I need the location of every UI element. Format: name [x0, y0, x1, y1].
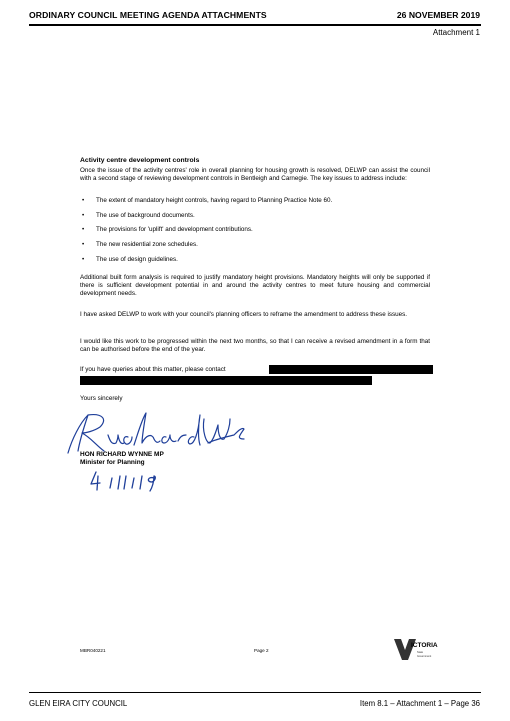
list-item: • The new residential zone schedules. — [80, 241, 430, 256]
footer-council-name: GLEN EIRA CITY COUNCIL — [29, 699, 128, 708]
victoria-state-government-logo — [394, 638, 438, 662]
timeline-paragraph: I would like this work to be progressed within the next two months, so that I can receive a revised amendment in a form that can be authorised before the end of the year. — [80, 338, 430, 354]
delwp-paragraph: I have asked DELWP to work with your council's planning officers to reframe the amendment to address these issues. — [80, 311, 408, 318]
list-item: • The provisions for 'uplift' and development contributions. — [80, 226, 430, 241]
header-divider — [29, 24, 481, 26]
redaction-bar — [269, 365, 433, 374]
closing-line: Yours sincerely — [80, 395, 123, 402]
list-item: • The use of design guidelines. — [80, 256, 430, 271]
intro-paragraph: Once the issue of the activity centres' role in overall planning for housing growth is resolved, DELWP can assist the council with a second stage of reviewing development controls in Bentleigh and Carnegie. The key issues to address include: — [80, 167, 430, 183]
attachment-label: Attachment 1 — [432, 28, 480, 37]
key-issues-list — [80, 197, 430, 270]
signatory-name: HON RICHARD WYNNE MP — [80, 451, 164, 458]
built-form-paragraph: Additional built form analysis is required to justify mandatory height provisions. Mandatory heights will only be supported if there is sufficient development potential in and around the activity centres to meet future housing and commercial development needs. — [80, 274, 430, 298]
document-reference: MBR040221 — [80, 648, 106, 653]
svg-text:Government: Government — [417, 655, 432, 658]
page-header-title: ORDINARY COUNCIL MEETING AGENDA ATTACHMENTS — [29, 10, 267, 20]
svg-text:State: State — [417, 651, 424, 654]
section-heading: Activity centre development controls — [80, 157, 200, 164]
handwritten-date — [88, 470, 168, 492]
footer-item-reference: Item 8.1 – Attachment 1 – Page 36 — [359, 699, 480, 708]
letter-page-number: Page 2 — [254, 648, 269, 653]
svg-text:ICTORIA: ICTORIA — [411, 642, 438, 649]
queries-line: If you have queries about this matter, please contact — [80, 366, 226, 373]
handwritten-signature — [58, 409, 248, 457]
list-item: • The extent of mandatory height controls, having regard to Planning Practice Note 60. — [80, 197, 430, 212]
page-header-date: 26 NOVEMBER 2019 — [396, 10, 480, 20]
redaction-bar — [80, 376, 372, 385]
list-item: • The use of background documents. — [80, 212, 430, 227]
footer-divider — [29, 692, 481, 693]
signatory-title: Minister for Planning — [80, 459, 145, 466]
